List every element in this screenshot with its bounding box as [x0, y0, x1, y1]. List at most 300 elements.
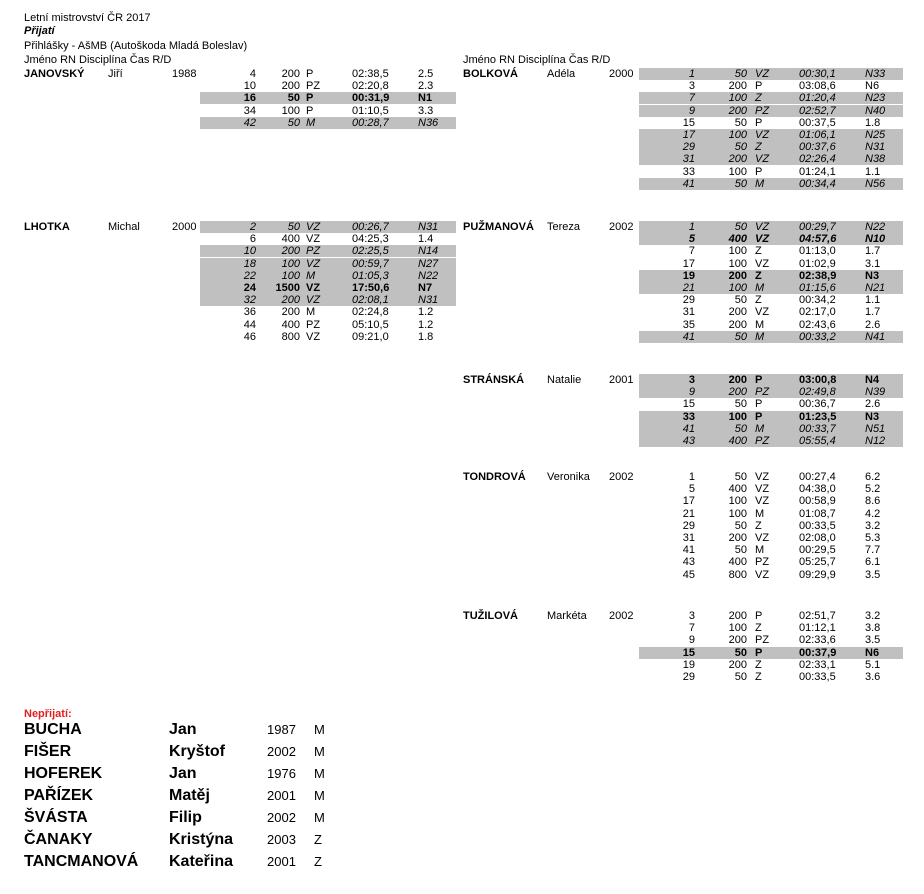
- event-row: [639, 117, 903, 129]
- event-distance: 100: [728, 129, 747, 141]
- event-rank: N6: [865, 80, 880, 93]
- event-rank: N10: [865, 233, 886, 246]
- event-row: [200, 294, 456, 306]
- event-number: 9: [688, 386, 695, 399]
- event-rank: 8.6: [865, 495, 881, 508]
- event-style: P: [306, 104, 314, 117]
- entries-club-label: Přihlášky - AšMB (Autoškoda Mladá Boleslav): [24, 40, 248, 52]
- event-style: M: [755, 507, 765, 520]
- event-row: [639, 331, 903, 343]
- event-row: [639, 270, 903, 282]
- event-row: [200, 245, 456, 257]
- swimmer-surname: LHOTKA: [24, 221, 70, 233]
- event-rank: N27: [418, 257, 439, 270]
- event-number: 32: [243, 294, 256, 307]
- event-rank: 2.6: [865, 318, 881, 331]
- document-title: Letní mistrovství ČR 2017: [24, 12, 151, 24]
- event-rank: 3.5: [865, 634, 881, 647]
- event-row: [639, 556, 903, 568]
- event-distance: 100: [728, 495, 747, 508]
- event-distance: 100: [728, 165, 747, 178]
- event-style: VZ: [755, 221, 770, 233]
- rejected-first-name: Jan: [169, 721, 197, 738]
- event-time: 17:50,6: [352, 282, 390, 294]
- event-row: [200, 221, 456, 233]
- swimmer-surname: PUŽMANOVÁ: [463, 221, 534, 233]
- event-number: 17: [682, 129, 695, 141]
- rejected-first-name: Kryštof: [169, 743, 226, 760]
- event-row: [639, 622, 903, 634]
- event-style: Z: [755, 622, 762, 635]
- event-style: M: [755, 422, 765, 435]
- event-row: [639, 306, 903, 318]
- event-row: [639, 411, 903, 423]
- event-number: 21: [682, 282, 695, 294]
- event-number: 35: [682, 318, 695, 331]
- swimmer-first-name: Michal: [108, 221, 140, 233]
- event-row: [639, 294, 903, 306]
- event-number: 9: [688, 634, 695, 647]
- event-distance: 50: [734, 519, 747, 532]
- event-time: 02:24,8: [352, 306, 389, 319]
- event-time: 04:25,3: [352, 233, 389, 246]
- swimmer-first-name: Natalie: [547, 374, 582, 386]
- event-time: 02:08,0: [799, 532, 836, 544]
- event-number: 10: [243, 80, 256, 93]
- rejected-surname: ČANAKY: [24, 831, 93, 848]
- event-time: 09:21,0: [352, 330, 389, 343]
- event-row: [200, 117, 456, 129]
- event-number: 17: [682, 257, 695, 270]
- rejected-surname: BUCHA: [24, 721, 82, 738]
- event-distance: 200: [728, 104, 747, 117]
- event-rank: N7: [418, 282, 433, 294]
- event-number: 18: [243, 257, 256, 270]
- event-time: 00:34,4: [799, 177, 836, 190]
- event-row: [200, 105, 456, 117]
- event-rank: N40: [865, 104, 886, 117]
- event-distance: 100: [728, 410, 747, 423]
- event-row: [639, 80, 903, 92]
- rejected-sex: Z: [314, 832, 322, 847]
- event-number: 43: [682, 435, 695, 447]
- event-rank: 6.2: [865, 471, 881, 483]
- event-number: 45: [682, 568, 695, 581]
- event-number: 36: [243, 306, 256, 319]
- event-rank: N3: [865, 269, 880, 282]
- event-time: 05:55,4: [799, 435, 836, 447]
- event-row: [639, 153, 903, 165]
- event-distance: 400: [728, 556, 747, 569]
- rejected-first-name: Kateřina: [169, 853, 234, 870]
- event-row: [639, 68, 903, 80]
- event-number: 29: [682, 294, 695, 307]
- event-style: PZ: [306, 80, 321, 93]
- event-distance: 400: [728, 233, 747, 246]
- event-distance: 200: [281, 68, 300, 80]
- event-row: [639, 178, 903, 190]
- swimmer-birth-year: 2002: [609, 221, 634, 233]
- event-row: [639, 508, 903, 520]
- swimmer-birth-year: 1988: [172, 68, 197, 80]
- event-rank: N12: [865, 435, 886, 447]
- event-rank: 2.6: [865, 398, 881, 411]
- event-distance: 200: [281, 294, 300, 307]
- event-time: 02:49,8: [799, 386, 836, 399]
- event-distance: 50: [734, 398, 747, 411]
- event-row: [200, 270, 456, 282]
- event-style: VZ: [755, 68, 770, 80]
- event-time: 00:27,4: [799, 471, 836, 483]
- event-number: 2: [249, 221, 256, 233]
- event-time: 02:33,1: [799, 658, 836, 671]
- event-row: [639, 495, 903, 507]
- event-distance: 50: [287, 92, 300, 105]
- event-style: VZ: [306, 282, 321, 294]
- event-row: [639, 634, 903, 646]
- event-style: Z: [755, 269, 762, 282]
- event-distance: 400: [728, 483, 747, 496]
- swimmer-surname: TUŽILOVÁ: [463, 610, 518, 622]
- event-style: PZ: [755, 104, 770, 117]
- event-style: M: [755, 544, 765, 557]
- event-row: [639, 221, 903, 233]
- event-row: [639, 610, 903, 622]
- event-style: M: [306, 269, 316, 282]
- event-style: VZ: [755, 471, 770, 483]
- event-number: 7: [688, 245, 695, 258]
- event-time: 02:08,1: [352, 294, 389, 307]
- event-rank: 5.1: [865, 658, 881, 671]
- event-distance: 50: [734, 141, 747, 154]
- event-row: [639, 659, 903, 671]
- event-number: 41: [682, 330, 695, 343]
- event-rank: 3.2: [865, 519, 881, 532]
- event-number: 3: [688, 610, 695, 622]
- event-style: VZ: [306, 221, 321, 233]
- event-distance: 400: [281, 233, 300, 246]
- event-time: 02:38,9: [799, 269, 837, 282]
- event-number: 29: [682, 671, 695, 683]
- event-row: [200, 80, 456, 92]
- event-row: [200, 68, 456, 80]
- event-distance: 200: [728, 386, 747, 399]
- event-time: 00:33,7: [799, 422, 836, 435]
- event-distance: 400: [281, 318, 300, 331]
- event-row: [639, 471, 903, 483]
- rejected-row: [24, 785, 344, 807]
- event-rank: N14: [418, 245, 439, 258]
- event-distance: 100: [728, 622, 747, 635]
- event-rank: N6: [865, 646, 880, 659]
- event-time: 04:38,0: [799, 483, 836, 496]
- event-time: 01:02,9: [799, 257, 836, 270]
- event-style: VZ: [755, 233, 770, 246]
- event-rank: 1.1: [865, 294, 881, 307]
- event-number: 16: [243, 92, 256, 105]
- event-time: 01:20,4: [799, 92, 836, 105]
- event-distance: 50: [734, 177, 747, 190]
- event-number: 31: [682, 306, 695, 319]
- rejected-first-name: Filip: [169, 809, 202, 826]
- event-row: [639, 435, 903, 447]
- event-rank: N25: [865, 129, 886, 141]
- rejected-birth-year: 1976: [267, 766, 296, 781]
- event-rank: N21: [865, 282, 886, 294]
- event-row: [639, 532, 903, 544]
- rejected-sex: Z: [314, 854, 322, 869]
- event-style: Z: [755, 671, 762, 683]
- event-row: [639, 520, 903, 532]
- rejected-row: [24, 829, 344, 851]
- event-style: P: [306, 68, 314, 80]
- event-rank: 5.3: [865, 532, 881, 544]
- event-number: 31: [682, 153, 695, 166]
- event-distance: 200: [281, 80, 300, 93]
- rejected-birth-year: 1987: [267, 722, 296, 737]
- event-rank: N22: [418, 269, 439, 282]
- event-time: 02:26,4: [799, 153, 836, 166]
- event-style: VZ: [306, 294, 321, 307]
- event-row: [200, 331, 456, 343]
- event-time: 00:33,2: [799, 330, 836, 343]
- event-time: 01:05,3: [352, 269, 389, 282]
- event-time: 00:58,9: [799, 495, 836, 508]
- event-time: 03:08,6: [799, 80, 836, 93]
- event-rank: 6.1: [865, 556, 881, 569]
- event-time: 02:33,6: [799, 634, 836, 647]
- event-distance: 50: [734, 671, 747, 683]
- event-time: 00:28,7: [352, 116, 389, 129]
- event-rank: 1.7: [865, 306, 881, 319]
- event-row: [639, 319, 903, 331]
- rejected-birth-year: 2001: [267, 788, 296, 803]
- event-style: PZ: [755, 435, 770, 447]
- event-time: 02:17,0: [799, 306, 836, 319]
- event-time: 00:29,5: [799, 544, 836, 557]
- event-rank: 1.7: [865, 245, 881, 258]
- event-number: 6: [249, 233, 256, 246]
- event-style: P: [306, 92, 314, 105]
- event-rank: N1: [418, 92, 433, 105]
- event-distance: 200: [728, 532, 747, 544]
- event-distance: 200: [728, 610, 747, 622]
- event-rank: 2.5: [418, 68, 434, 80]
- swimmer-first-name: Adéla: [547, 68, 576, 80]
- event-time: 02:51,7: [799, 610, 836, 622]
- event-row: [200, 282, 456, 294]
- event-style: P: [755, 80, 763, 93]
- event-row: [639, 282, 903, 294]
- event-style: VZ: [755, 568, 770, 581]
- event-style: PZ: [306, 245, 321, 258]
- event-distance: 200: [728, 269, 747, 282]
- event-style: PZ: [755, 556, 770, 569]
- rejected-surname: HOFEREK: [24, 765, 103, 782]
- event-rank: N23: [865, 92, 886, 105]
- event-style: P: [755, 165, 763, 178]
- column-header-left: Jméno RN Disciplína Čas R/D: [24, 54, 172, 66]
- event-time: 04:57,6: [799, 233, 837, 246]
- event-style: VZ: [306, 257, 321, 270]
- event-style: Z: [755, 519, 762, 532]
- event-rank: 3.6: [865, 671, 881, 683]
- event-time: 00:31,9: [352, 92, 390, 105]
- event-rank: 1.8: [418, 330, 434, 343]
- event-distance: 50: [734, 544, 747, 557]
- event-style: P: [755, 398, 763, 411]
- event-number: 15: [682, 646, 695, 659]
- event-rank: N31: [865, 141, 886, 154]
- event-distance: 200: [728, 374, 747, 386]
- event-row: [200, 233, 456, 245]
- event-distance: 50: [287, 221, 300, 233]
- event-row: [639, 374, 903, 386]
- event-rank: N36: [418, 116, 439, 129]
- event-style: VZ: [755, 495, 770, 508]
- event-time: 01:24,1: [799, 165, 836, 178]
- event-time: 02:25,5: [352, 245, 389, 258]
- swimmer-birth-year: 2002: [609, 610, 634, 622]
- event-time: 00:33,5: [799, 519, 836, 532]
- event-style: Z: [755, 141, 762, 154]
- event-distance: 200: [728, 153, 747, 166]
- event-distance: 100: [728, 92, 747, 105]
- event-row: [639, 671, 903, 683]
- event-time: 00:26,7: [352, 221, 389, 233]
- event-number: 29: [682, 141, 695, 154]
- event-time: 00:34,2: [799, 294, 836, 307]
- event-number: 1: [688, 471, 695, 483]
- event-number: 5: [688, 233, 695, 246]
- swimmer-surname: STRÁNSKÁ: [463, 374, 525, 386]
- event-rank: 3.1: [865, 257, 881, 270]
- rejected-surname: PAŘÍZEK: [24, 787, 94, 804]
- event-row: [639, 398, 903, 410]
- rejected-sex: M: [314, 722, 325, 737]
- event-rank: N3: [865, 410, 880, 423]
- event-distance: 200: [728, 318, 747, 331]
- event-style: M: [306, 306, 316, 319]
- event-number: 1: [688, 68, 695, 80]
- event-number: 43: [682, 556, 695, 569]
- event-number: 33: [682, 165, 695, 178]
- rejected-sex: M: [314, 766, 325, 781]
- event-time: 02:20,8: [352, 80, 389, 93]
- event-number: 41: [682, 177, 695, 190]
- event-time: 01:13,0: [799, 245, 836, 258]
- event-style: P: [755, 410, 763, 423]
- event-number: 41: [682, 544, 695, 557]
- event-row: [639, 258, 903, 270]
- event-number: 5: [688, 483, 695, 496]
- event-distance: 50: [734, 471, 747, 483]
- event-distance: 50: [734, 116, 747, 129]
- event-number: 10: [243, 245, 256, 258]
- event-time: 02:43,6: [799, 318, 836, 331]
- event-row: [639, 569, 903, 581]
- event-time: 00:37,9: [799, 646, 837, 659]
- event-rank: 4.2: [865, 507, 881, 520]
- event-style: VZ: [755, 532, 770, 544]
- event-style: VZ: [755, 483, 770, 496]
- event-style: M: [755, 318, 765, 331]
- rejected-surname: FIŠER: [24, 743, 72, 760]
- event-number: 21: [682, 507, 695, 520]
- event-number: 1: [688, 221, 695, 233]
- event-rank: N56: [865, 177, 886, 190]
- event-distance: 50: [734, 646, 747, 659]
- rejected-row: [24, 719, 344, 741]
- event-row: [639, 233, 903, 245]
- event-distance: 100: [728, 507, 747, 520]
- event-time: 02:38,5: [352, 68, 389, 80]
- event-distance: 100: [728, 257, 747, 270]
- event-style: M: [755, 282, 765, 294]
- swimmer-first-name: Tereza: [547, 221, 581, 233]
- rejected-birth-year: 2003: [267, 832, 296, 847]
- event-number: 44: [243, 318, 256, 331]
- event-number: 22: [243, 269, 256, 282]
- event-time: 01:10,5: [352, 104, 389, 117]
- event-distance: 200: [281, 245, 300, 258]
- event-number: 7: [688, 92, 695, 105]
- event-rank: 3.5: [865, 568, 881, 581]
- event-style: M: [306, 116, 316, 129]
- swimmer-birth-year: 2000: [609, 68, 634, 80]
- event-number: 7: [688, 622, 695, 635]
- event-number: 33: [682, 410, 695, 423]
- event-time: 00:59,7: [352, 257, 389, 270]
- event-number: 46: [243, 330, 256, 343]
- event-distance: 100: [728, 282, 747, 294]
- rejected-sex: M: [314, 810, 325, 825]
- rejected-surname: TANCMANOVÁ: [24, 853, 139, 870]
- rejected-first-name: Jan: [169, 765, 197, 782]
- event-row: [639, 141, 903, 153]
- event-time: 05:25,7: [799, 556, 836, 569]
- event-number: 34: [243, 104, 256, 117]
- event-row: [639, 166, 903, 178]
- event-number: 19: [682, 269, 695, 282]
- event-style: VZ: [755, 153, 770, 166]
- rejected-surname: ŠVÁSTA: [24, 809, 88, 826]
- event-row: [639, 386, 903, 398]
- event-rank: 5.2: [865, 483, 881, 496]
- swimmer-birth-year: 2000: [172, 221, 197, 233]
- event-rank: 7.7: [865, 544, 881, 557]
- swimmer-first-name: Jiří: [108, 68, 123, 80]
- event-number: 41: [682, 422, 695, 435]
- event-rank: N39: [865, 386, 886, 399]
- event-time: 00:33,5: [799, 671, 836, 683]
- event-distance: 50: [734, 330, 747, 343]
- event-style: Z: [755, 92, 762, 105]
- event-time: 00:30,1: [799, 68, 836, 80]
- event-row: [639, 129, 903, 141]
- event-style: Z: [755, 245, 762, 258]
- accepted-label: Přijatí: [24, 25, 55, 37]
- event-style: PZ: [306, 318, 321, 331]
- swimmer-birth-year: 2001: [609, 374, 634, 386]
- event-style: VZ: [306, 233, 321, 246]
- event-row: [639, 245, 903, 257]
- swimmer-first-name: Veronika: [547, 471, 590, 483]
- event-rank: N33: [865, 68, 886, 80]
- event-time: 00:36,7: [799, 398, 836, 411]
- event-rank: N31: [418, 294, 439, 307]
- event-time: 01:06,1: [799, 129, 836, 141]
